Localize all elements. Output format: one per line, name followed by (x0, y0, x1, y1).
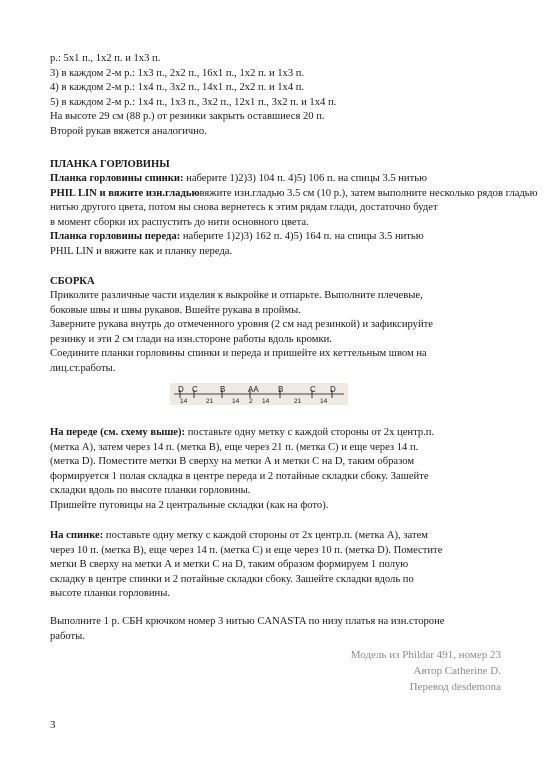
text-line: (метка D). Поместите метки В сверху на метки А и метки С на D, таким образом (50, 456, 415, 467)
back-section (50, 529, 520, 602)
diagram-count-label: 2 (249, 398, 253, 405)
diagram-mark-label: D (330, 385, 336, 394)
diagram-count-label: 21 (294, 398, 302, 405)
finish-section (50, 615, 520, 644)
credit-translator: Перевод desdemona (409, 681, 501, 693)
assembly-section (50, 274, 520, 376)
diagram-count-label: 14 (180, 398, 188, 405)
text-line: метки В сверху на метки А и метки С на D, таким образом формируем 1 полую (50, 559, 409, 570)
text-line: 5) в каждом 2-м р.: 1х4 п., 1х3 п., 3х2 п., 12х1 п., 3х2 п. и 1х4 п. (50, 96, 337, 108)
text-line: 3) в каждом 2-м р.: 1х3 п., 2х2 п., 16х1 п., 1х2 п. и 1х3 п. (50, 67, 305, 79)
text-line: лиц.ст.работы. (50, 362, 116, 374)
bold-label: На спинке: (50, 530, 104, 541)
neckband-section (50, 157, 538, 259)
bold-label: PHIL LIN и вяжите изн.гладью (50, 187, 200, 199)
sleeve-instructions (50, 52, 520, 139)
diagram-mark-label: B (278, 385, 284, 394)
diagram-mark-label: C (310, 385, 316, 394)
text-line: (метка А), затем через 14 п. (метка В), еще через 21 п. (метка С) и еще через 14 п. (50, 441, 419, 453)
text-line: Планка горловины спинки: наберите 1)2)3) 104 п. 4)5) 106 п. на спицы 3.5 нитью (50, 173, 427, 184)
text-line: складки вдоль по высоте планки горловины. (50, 485, 251, 496)
diagram-mark-label: C (192, 385, 198, 394)
text-line: Приколите различные части изделия к выкройке и отпарьте. Выполните плечевые, (50, 290, 423, 301)
text-line: формируется 1 полая складка в центре переда и 2 потайные складки сбоку. Зашейте (50, 470, 429, 482)
diagram-mark-label: AA (248, 385, 259, 394)
text-line: Заверните рукава внутрь до отмеченного уровня (2 см над резинкой) и зафиксируйте (50, 319, 433, 330)
fold-marks-diagram (170, 383, 348, 405)
text-line: Пришейте пуговицы на 2 центральные складки (как на фото). (50, 499, 329, 511)
text-line: 4) в каждом 2-м р.: 1х4 п., 3х2 п., 14х1 п., 2х2 п. и 1х4 п. (50, 82, 305, 93)
diagram-count-label: 14 (320, 398, 328, 405)
text-line: Выполните 1 р. СБН крючком номер 3 нитью CANASTA по низу платья на изн.стороне (50, 616, 445, 627)
text-line: высоте планки горловины. (50, 588, 170, 599)
text-line: Второй рукав вяжется аналогично. (50, 125, 207, 137)
diagram-count-label: 14 (232, 398, 240, 405)
text-line: в момент сборки их распустить до нити основного цвета. (50, 216, 309, 228)
bold-label: Планка горловины переда: (50, 231, 181, 242)
credit-author: Автор Catherine D. (413, 665, 501, 677)
diagram-count-label: 21 (206, 398, 214, 405)
diagram-mark-label: D (178, 385, 184, 394)
text-line: Соедините планки горловины спинки и переда и пришейте их кеттельным швом на (50, 348, 427, 359)
text-line: через 10 п. (метка В), еще через 14 п. (метка С) и еще через 10 п. (метка D). Поместите (50, 544, 443, 556)
text-line: складку в центре спинки и 2 потайные складки сбоку. Зашейте складки вдоль по (50, 573, 414, 585)
text-line: р.: 5х1 п., 1х2 п. и 1х3 п. (50, 53, 161, 64)
text-line: резинку и эти 2 см глади на изн.стороне работы вдоль кромки. (50, 333, 332, 345)
bold-label: На переде (см. схему выше): (50, 427, 186, 438)
text-line: боковые швы и швы рукавов. Вшейте рукава в проймы. (50, 304, 301, 316)
text-line: PHIL LIN и вяжите изн.гладьювяжите изн.гладью 3.5 см (10 р.), затем выполните несколько рядов гладью (50, 187, 538, 199)
credit-source: Модель из Phildar 491, номер 23 (350, 649, 501, 661)
text-line: PHIL LIN и вяжите как и планку переда. (50, 245, 233, 257)
text-line: На высоте 29 см (88 р.) от резинки закрыть оставшиеся 20 п. (50, 111, 325, 122)
bold-label: Планка горловины спинки: (50, 173, 184, 184)
text-line: нитью другого цвета, потом вы снова вернетесь к этим рядам глади, достаточно будет (50, 202, 438, 213)
section-heading: СБОРКА (50, 276, 95, 287)
text-line: работы. (50, 630, 85, 642)
page-number: 3 (50, 719, 56, 731)
text-line: На спинке: поставьте одну метку с каждой стороны от 2х центр.п. (метка А), затем (50, 530, 428, 541)
section-heading: ПЛАНКА ГОРЛОВИНЫ (50, 159, 170, 170)
text-line: Планка горловины переда: наберите 1)2)3) 162 п. 4)5) 164 п. на спицы 3.5 нитью (50, 231, 424, 242)
diagram-mark-label: B (220, 385, 226, 394)
front-section (50, 426, 520, 513)
diagram-count-label: 14 (262, 398, 270, 405)
text-line: На переде (см. схему выше): поставьте одну метку с каждой стороны от 2х центр.п. (50, 427, 435, 438)
